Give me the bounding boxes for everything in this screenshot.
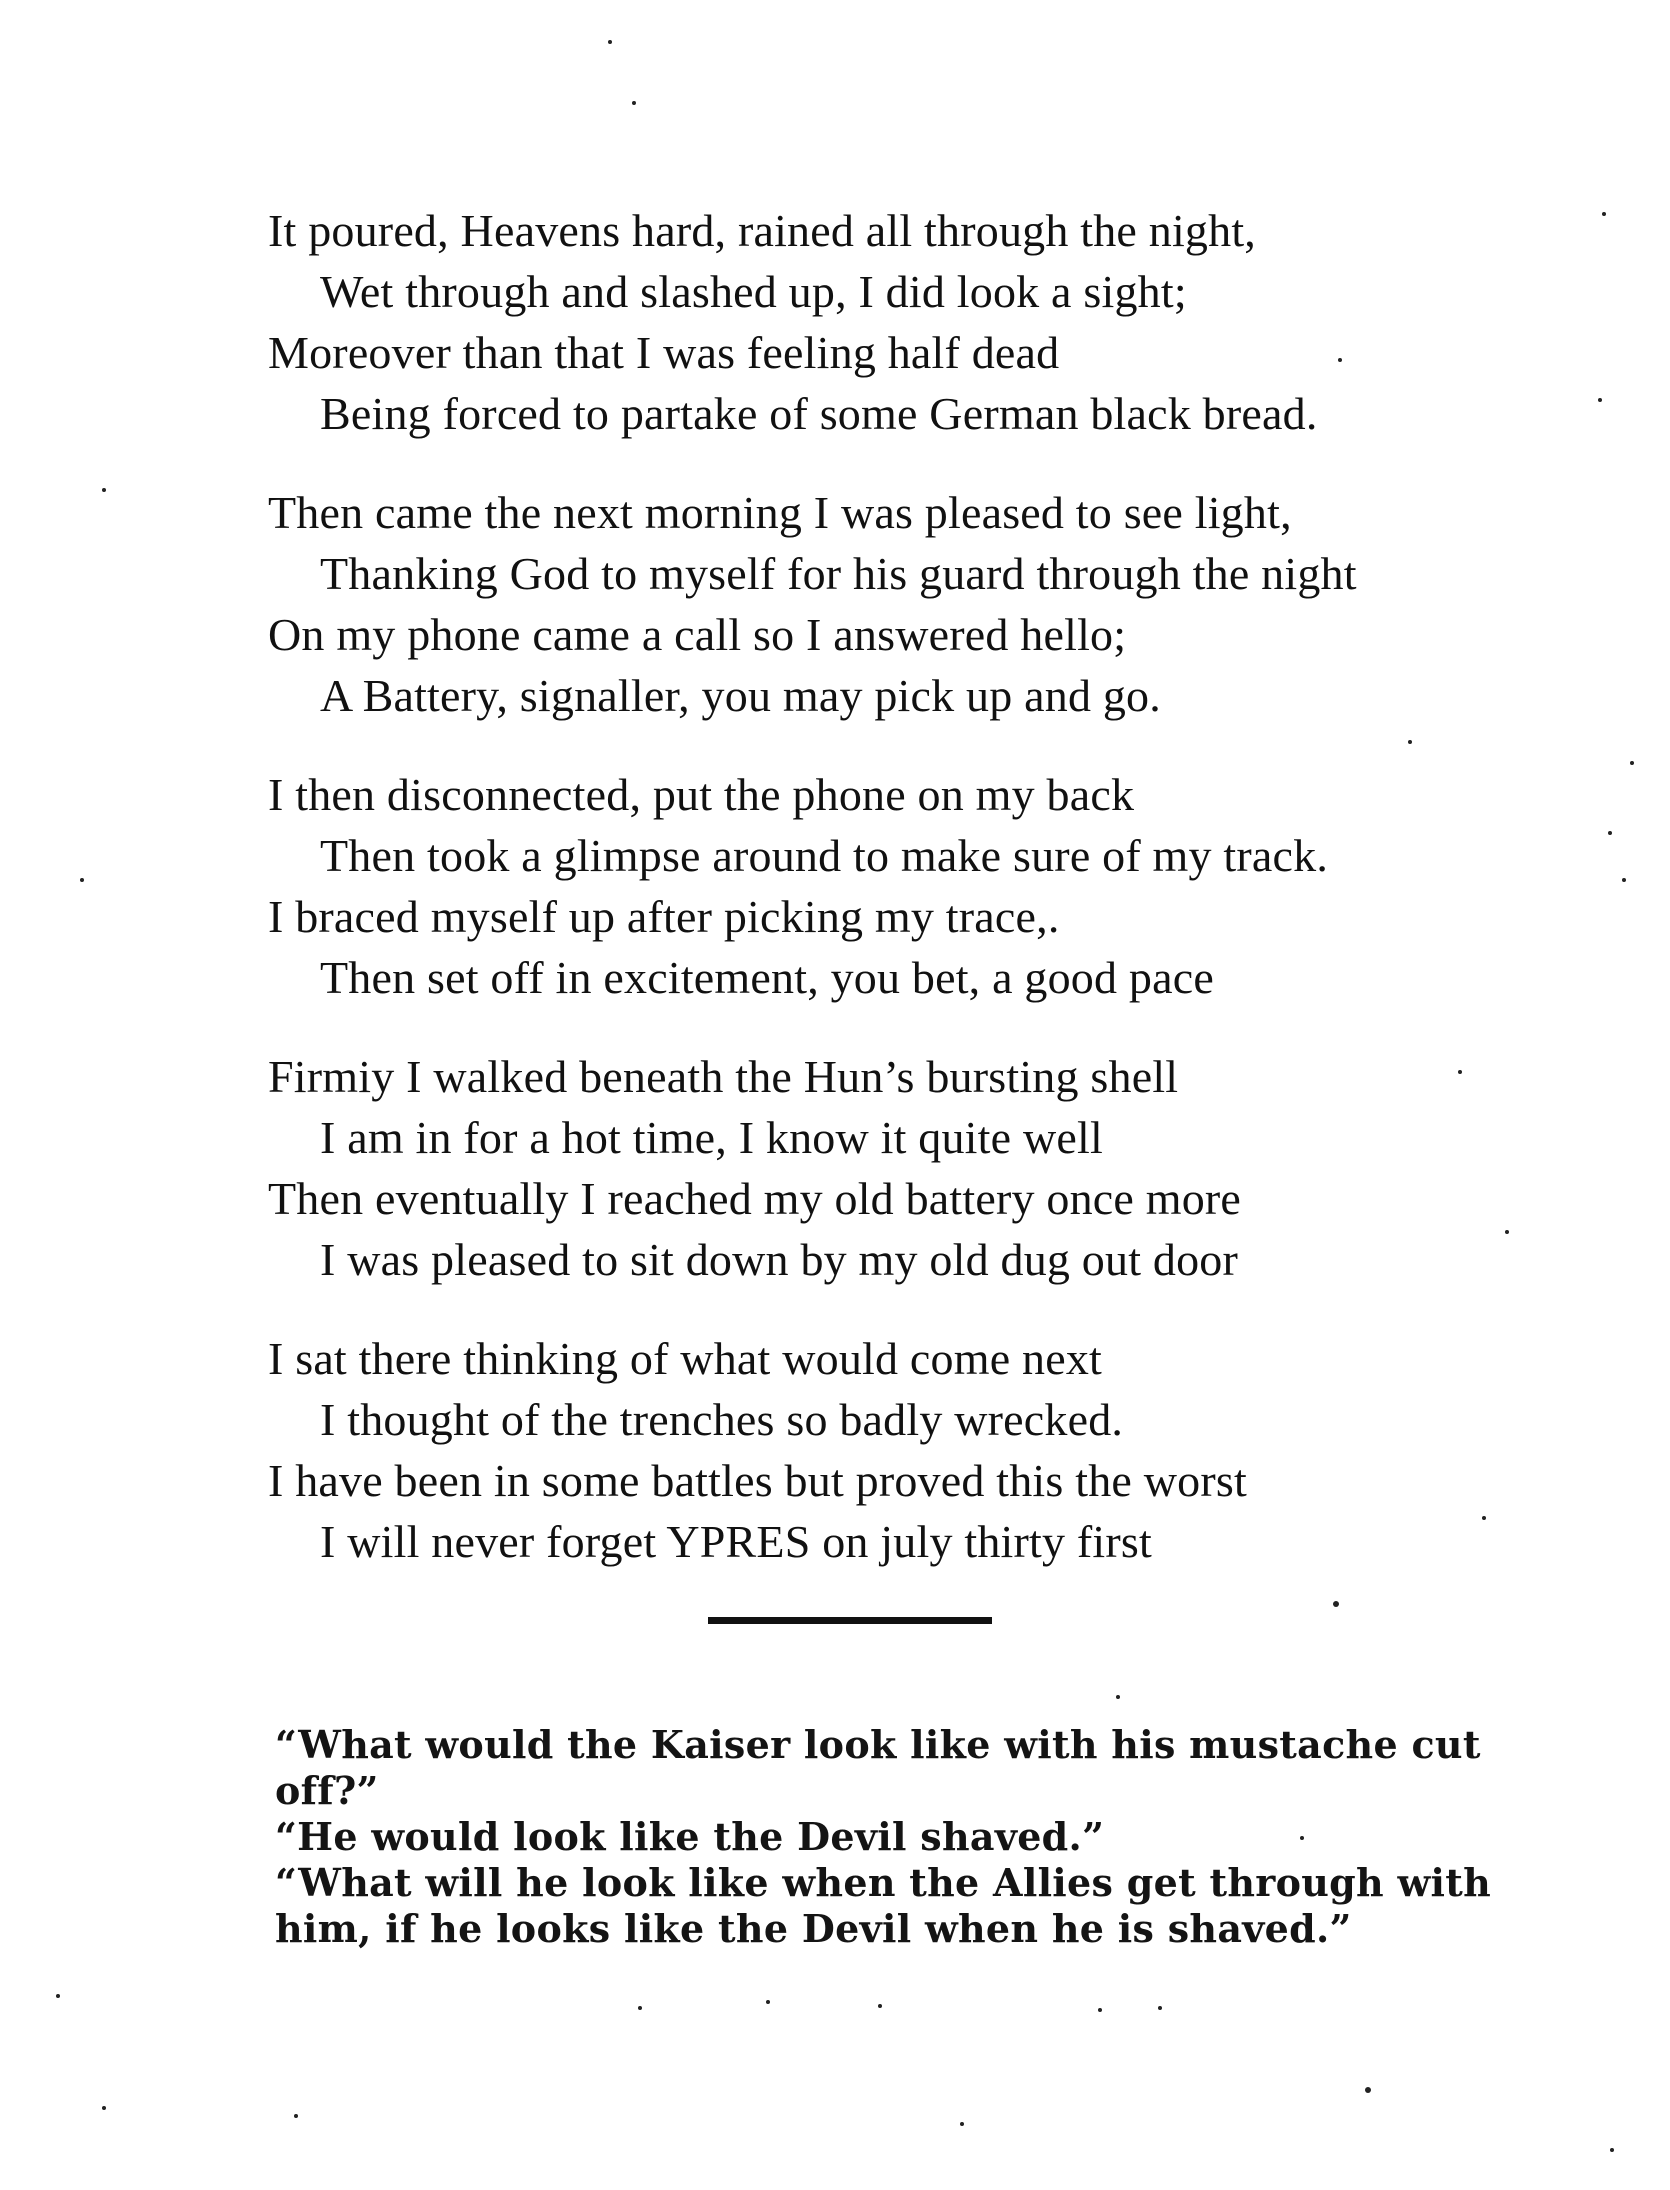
poem-line: Being forced to partake of some German black bread. xyxy=(320,388,1318,439)
scan-speck xyxy=(766,2000,770,2004)
poem-line: I am in for a hot time, I know it quite well xyxy=(320,1112,1103,1163)
joke-line: him, if he looks like the Devil when he is shaved.” xyxy=(275,1906,1352,1951)
scan-speck xyxy=(102,488,106,492)
scan-speck xyxy=(1116,1695,1120,1699)
poem-line: Moreover than that I was feeling half dead xyxy=(268,327,1060,378)
scan-speck xyxy=(1098,2008,1102,2012)
poem-line: Wet through and slashed up, I did look a sight; xyxy=(320,266,1187,317)
scan-speck xyxy=(1338,358,1342,362)
scan-speck xyxy=(1408,740,1412,744)
scan-speck xyxy=(1602,212,1606,216)
joke-line: “What will he look like when the Allies get through with xyxy=(275,1860,1492,1905)
scan-speck xyxy=(1333,1601,1339,1607)
scan-speck xyxy=(878,2004,882,2008)
scan-speck xyxy=(632,101,636,105)
scan-speck xyxy=(1608,831,1612,835)
scan-speck xyxy=(56,1994,60,1998)
scan-speck xyxy=(102,2106,106,2110)
poem-line: I was pleased to sit down by my old dug out door xyxy=(320,1234,1239,1285)
poem-line: Then took a glimpse around to make sure of my track. xyxy=(320,830,1329,881)
scan-speck xyxy=(638,2006,642,2010)
joke-line: off?” xyxy=(275,1768,379,1813)
scan-speck xyxy=(80,878,84,882)
poem-line: Then set off in excitement, you bet, a good pace xyxy=(320,952,1214,1003)
poem-line: I then disconnected, put the phone on my back xyxy=(268,769,1135,820)
scan-speck xyxy=(1458,1070,1462,1074)
scan-speck xyxy=(1610,2148,1614,2152)
poem-line: Thanking God to myself for his guard through the night xyxy=(320,548,1357,599)
poem-line: Then came the next morning I was pleased to see light, xyxy=(268,487,1292,538)
scan-speck xyxy=(1630,761,1634,765)
scan-speck xyxy=(1482,1516,1486,1520)
scan-speck xyxy=(608,40,612,44)
joke-line: “He would look like the Devil shaved.” xyxy=(275,1814,1105,1859)
scan-speck xyxy=(960,2122,964,2126)
poem-line: It poured, Heavens hard, rained all through the night, xyxy=(268,205,1257,256)
poem-line: Then eventually I reached my old battery once more xyxy=(268,1173,1242,1224)
poem-line: I braced myself up after picking my trace,. xyxy=(268,891,1060,942)
scan-speck xyxy=(1622,878,1626,882)
poem-line: On my phone came a call so I answered hello; xyxy=(268,609,1127,660)
scan-speck xyxy=(294,2114,298,2118)
scan-speck xyxy=(1598,398,1602,402)
scan-speck xyxy=(1365,2087,1371,2093)
poem-line: A Battery, signaller, you may pick up and go. xyxy=(320,670,1161,721)
scan-speck xyxy=(1505,1230,1509,1234)
poem-line: I have been in some battles but proved this the worst xyxy=(268,1455,1247,1506)
joke-line: “What would the Kaiser look like with his mustache cut xyxy=(275,1722,1481,1767)
poem-line: I sat there thinking of what would come next xyxy=(268,1333,1103,1384)
poem-line: I thought of the trenches so badly wrecked. xyxy=(320,1394,1124,1445)
scan-speck xyxy=(1158,2006,1162,2010)
poem-line: I will never forget YPRES on july thirty first xyxy=(320,1516,1153,1567)
scan-speck xyxy=(1300,1836,1304,1840)
poem-line: Firmiy I walked beneath the Hun’s bursting shell xyxy=(268,1051,1179,1102)
